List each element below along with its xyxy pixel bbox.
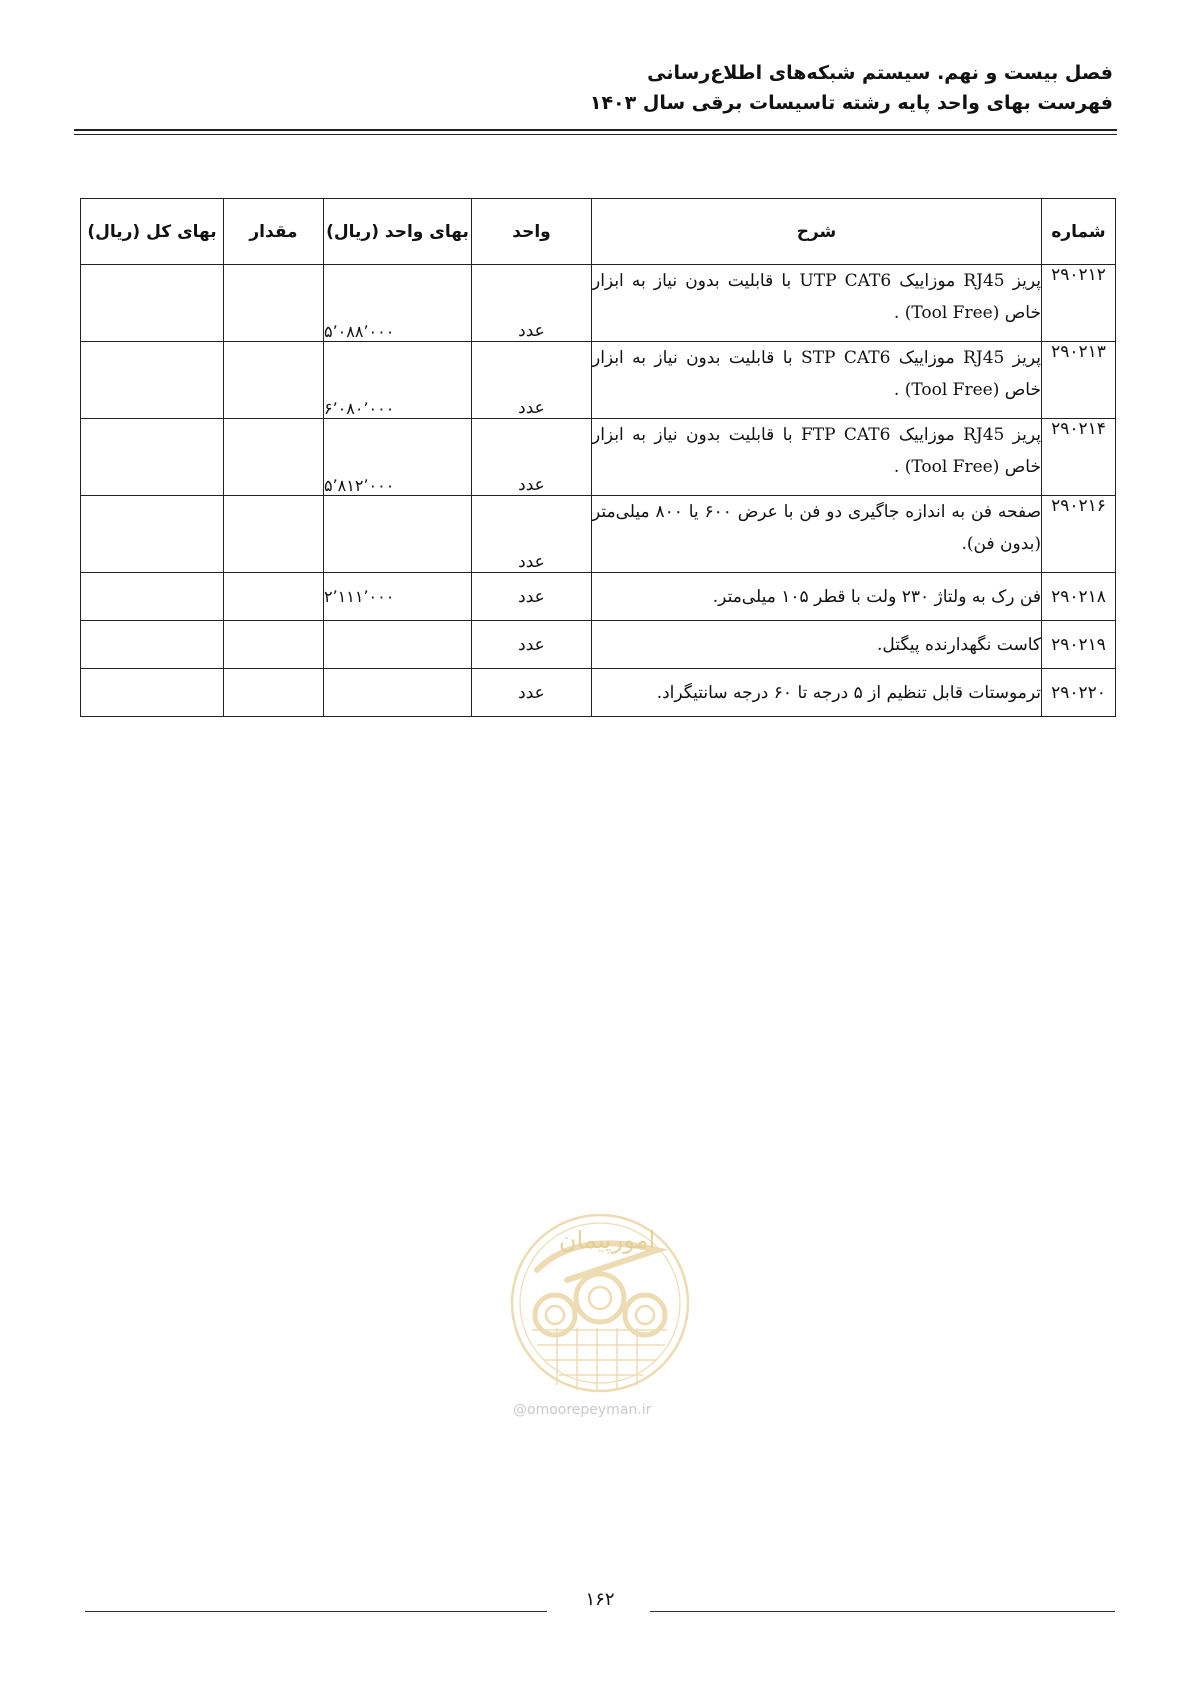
item-description: پریز RJ45 موزاییک STP CAT6 با قابلیت بدون نیاز به ابزار خاص (Tool Free) . <box>592 342 1042 419</box>
item-number: ۲۹۰۲۱۶ <box>1042 496 1116 573</box>
item-description: ترموستات قابل تنظیم از ۵ درجه تا ۶۰ درجه سانتیگراد. <box>592 669 1042 717</box>
item-unit: عدد <box>472 342 592 419</box>
column-header-unit-price: بهای واحد (ریال) <box>324 199 472 265</box>
item-unit-price: ۲٬۱۱۱٬۰۰۰ <box>324 573 472 621</box>
item-unit-price <box>324 496 472 573</box>
item-total <box>81 573 224 621</box>
header-rule-thin <box>74 134 1117 135</box>
item-unit: عدد <box>472 419 592 496</box>
page-header <box>74 58 1113 118</box>
table-row <box>81 265 1116 342</box>
item-quantity <box>224 621 324 669</box>
column-header-description: شرح <box>592 199 1042 265</box>
footer-rule-right <box>650 1611 1115 1612</box>
item-number: ۲۹۰۲۱۲ <box>1042 265 1116 342</box>
table-row <box>81 496 1116 573</box>
item-quantity <box>224 669 324 717</box>
item-unit-price <box>324 621 472 669</box>
item-unit-price: ۵٬۸۱۲٬۰۰۰ <box>324 419 472 496</box>
item-total <box>81 669 224 717</box>
table-row <box>81 342 1116 419</box>
item-description: فن رک به ولتاژ ۲۳۰ ولت با قطر ۱۰۵ میلی‌متر. <box>592 573 1042 621</box>
item-quantity <box>224 342 324 419</box>
price-list-table <box>80 198 1116 717</box>
column-header-unit: واحد <box>472 199 592 265</box>
item-unit: عدد <box>472 573 592 621</box>
table-row <box>81 573 1116 621</box>
item-unit-price: ۵٬۰۸۸٬۰۰۰ <box>324 265 472 342</box>
item-unit: عدد <box>472 496 592 573</box>
table-row <box>81 419 1116 496</box>
watermark-logo <box>507 1210 693 1396</box>
item-quantity <box>224 573 324 621</box>
item-number: ۲۹۰۲۱۹ <box>1042 621 1116 669</box>
table-row <box>81 621 1116 669</box>
item-number: ۲۹۰۲۱۸ <box>1042 573 1116 621</box>
header-rule-thick <box>74 129 1117 131</box>
item-unit: عدد <box>472 669 592 717</box>
item-unit-price <box>324 669 472 717</box>
item-number: ۲۹۰۲۲۰ <box>1042 669 1116 717</box>
page-number: ۱۶۲ <box>585 1589 615 1610</box>
column-header-quantity: مقدار <box>224 199 324 265</box>
watermark-logo-text: امورپیمان <box>558 1226 656 1254</box>
item-number: ۲۹۰۲۱۴ <box>1042 419 1116 496</box>
item-unit: عدد <box>472 621 592 669</box>
item-description: پریز RJ45 موزاییک FTP CAT6 با قابلیت بدون نیاز به ابزار خاص (Tool Free) . <box>592 419 1042 496</box>
item-number: ۲۹۰۲۱۳ <box>1042 342 1116 419</box>
item-quantity <box>224 419 324 496</box>
item-total <box>81 419 224 496</box>
footer-rule-left <box>85 1611 547 1612</box>
item-unit: عدد <box>472 265 592 342</box>
column-header-total-price: بهای کل (ریال) <box>81 199 224 265</box>
document-title: فهرست بهای واحد پایه رشته تاسیسات برقی سال ۱۴۰۳ <box>589 92 1113 114</box>
item-total <box>81 265 224 342</box>
watermark-url: @omoorepeyman.ir <box>513 1402 652 1418</box>
item-description: صفحه فن به اندازه جاگیری دو فن با عرض ۶۰۰ یا ۸۰۰ میلی‌متر (بدون فن). <box>592 496 1042 573</box>
item-unit-price: ۶٬۰۸۰٬۰۰۰ <box>324 342 472 419</box>
item-total <box>81 342 224 419</box>
item-description: کاست نگهدارنده پیگتل. <box>592 621 1042 669</box>
item-description: پریز RJ45 موزاییک UTP CAT6 با قابلیت بدون نیاز به ابزار خاص (Tool Free) . <box>592 265 1042 342</box>
column-header-number: شماره <box>1042 199 1116 265</box>
item-quantity <box>224 496 324 573</box>
item-quantity <box>224 265 324 342</box>
chapter-title: فصل بیست و نهم. سیستم شبکه‌های اطلاع‌رسانی <box>647 62 1113 84</box>
item-total <box>81 621 224 669</box>
table-header-row <box>81 199 1116 265</box>
table-row <box>81 669 1116 717</box>
item-total <box>81 496 224 573</box>
